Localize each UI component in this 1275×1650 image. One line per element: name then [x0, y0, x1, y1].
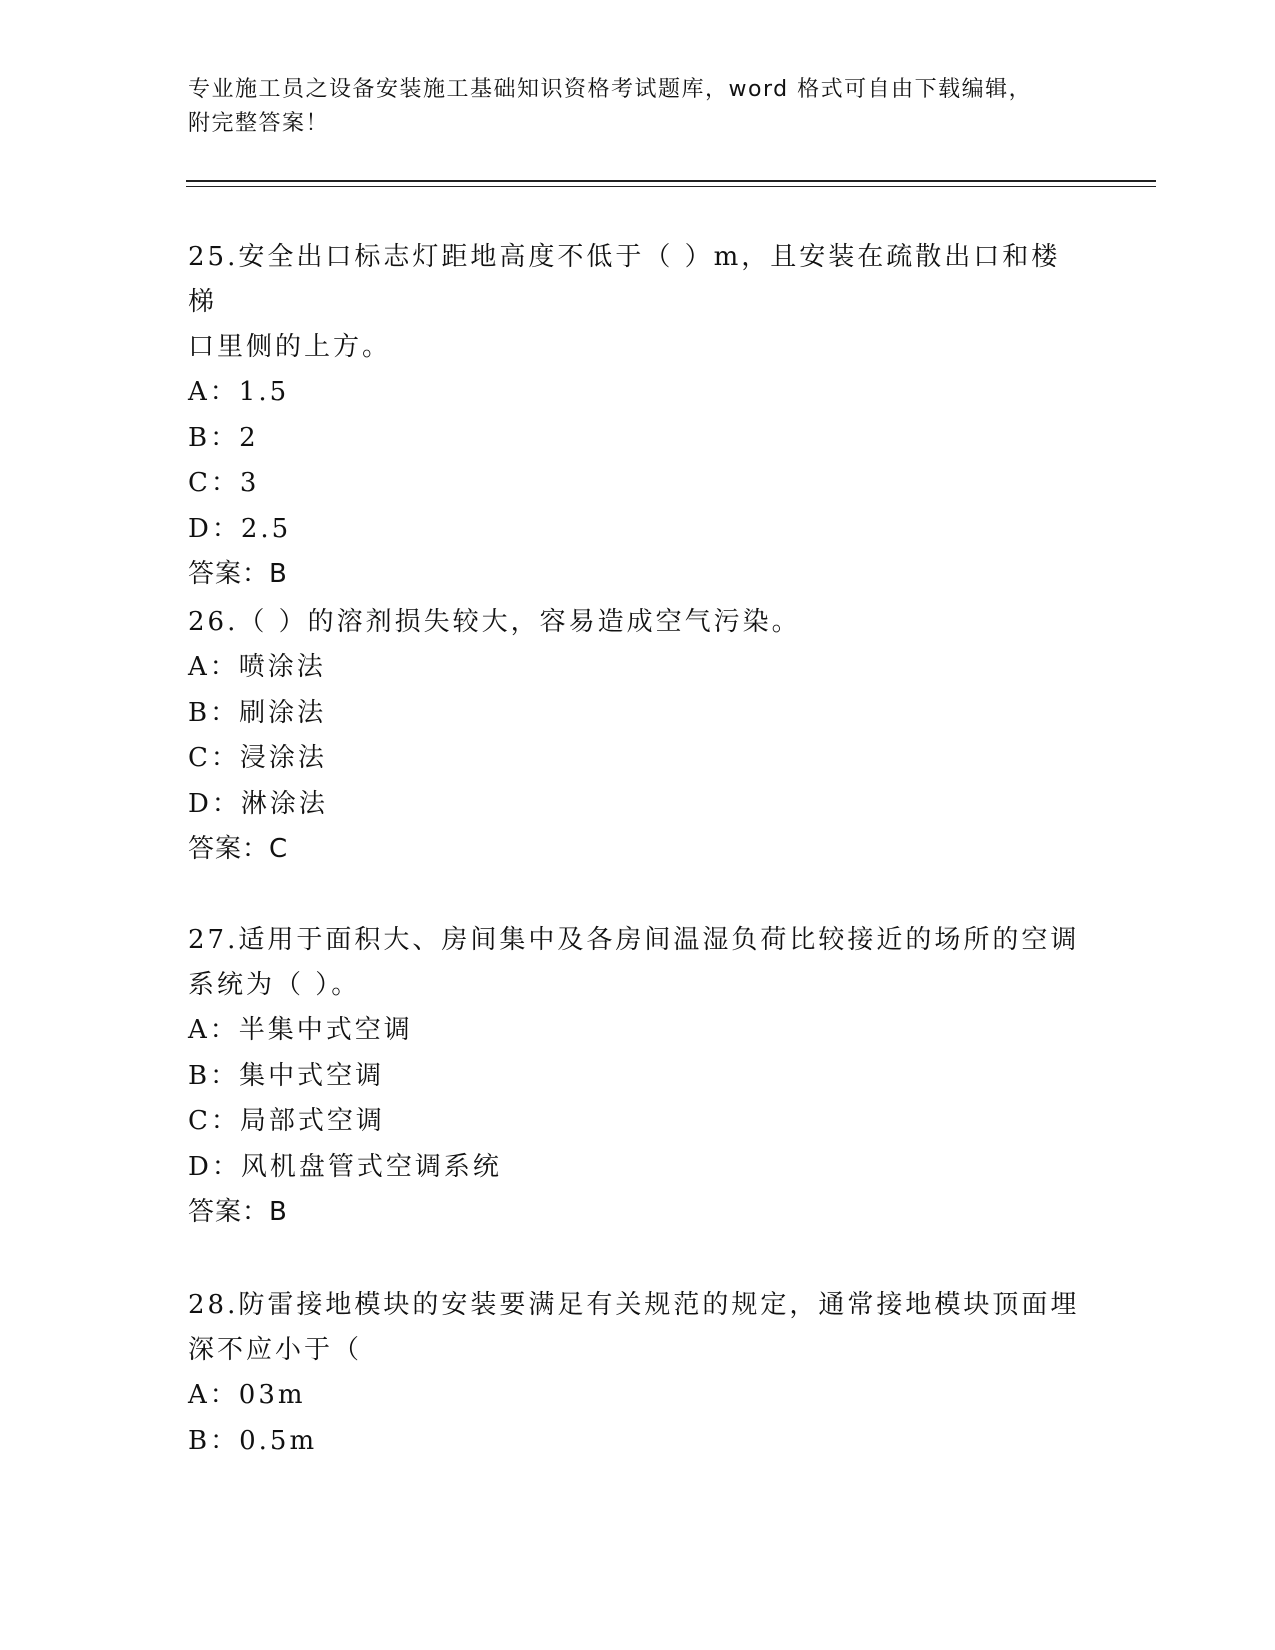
option-b: B：2: [188, 422, 259, 453]
option-b: B：集中式空调: [188, 1060, 385, 1091]
answer: 答案：B: [188, 559, 288, 589]
document-header: [188, 73, 1088, 141]
option-a: A：喷涂法: [188, 652, 326, 682]
document-page: [188, 0, 1168, 1650]
question-stem-line-1: 27.适用于面积大、房间集中及各房间温湿负荷比较接近的场所的空调: [188, 925, 1080, 955]
question-stem-line-2: 深不应小于（: [188, 1335, 363, 1365]
option-a: A：03m: [188, 1380, 306, 1410]
question-25: [188, 235, 1088, 598]
option-c: C：3: [188, 468, 260, 498]
question-stem-line-1: 26.（ ）的溶剂损失较大，容易造成空气污染。: [188, 607, 801, 637]
question-27: [188, 918, 1088, 1236]
option-a: A：半集中式空调: [188, 1015, 413, 1045]
option-a: A：1.5: [188, 377, 290, 407]
question-stem: [188, 600, 1088, 645]
answer: 答案：B: [188, 1197, 288, 1227]
question-26: [188, 600, 1088, 873]
question-stem: [188, 1283, 1088, 1373]
option-d: D：风机盘管式空调系统: [188, 1151, 502, 1182]
header-line-2: 附完整答案！: [188, 111, 330, 136]
option-d: D：2.5: [188, 513, 292, 544]
option-b: B：刷涂法: [188, 697, 327, 728]
option-d: D：淋涂法: [188, 788, 328, 819]
option-c: C：局部式空调: [188, 1106, 385, 1136]
question-stem: [188, 235, 1088, 370]
question-stem-line-2: 口里侧的上方。: [188, 332, 392, 362]
question-stem-line-1: 28.防雷接地模块的安装要满足有关规范的规定，通常接地模块顶面埋: [188, 1290, 1080, 1320]
answer: 答案：C: [188, 834, 289, 864]
header-line-1: 专业施工员之设备安装施工基础知识资格考试题库，word 格式可自由下载编辑，: [188, 77, 1033, 102]
header-divider: [186, 180, 1156, 187]
question-stem-line-1: 25.安全出口标志灯距地高度不低于（ ）m，且安装在疏散出口和楼梯: [188, 242, 1061, 317]
question-stem: [188, 918, 1088, 1008]
option-b: B：0.5m: [188, 1425, 318, 1456]
option-c: C：浸涂法: [188, 743, 327, 773]
question-28: [188, 1283, 1088, 1464]
question-stem-line-2: 系统为（ ）。: [188, 970, 361, 1000]
